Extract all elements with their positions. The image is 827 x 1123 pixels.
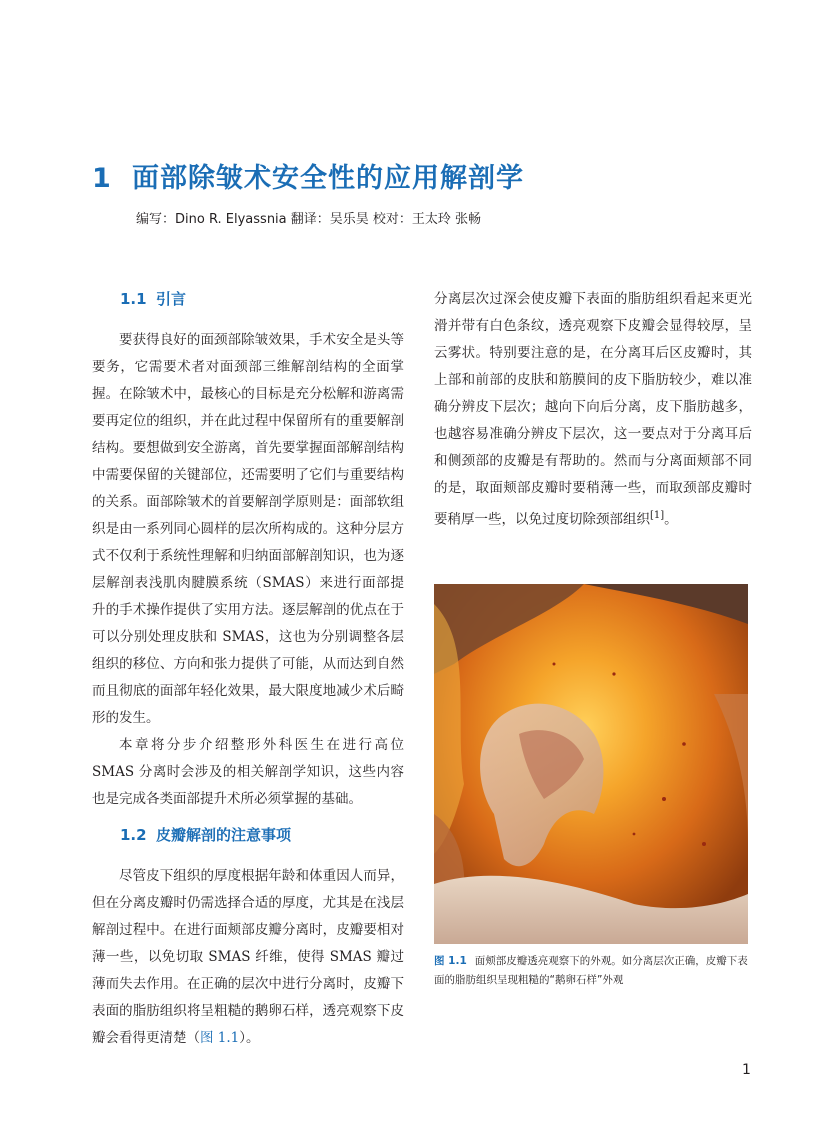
figure-reference-link[interactable]: 图 1.1 [200,1030,240,1046]
figure-photo [434,584,748,944]
body-paragraph [92,863,404,1052]
section-flap [92,824,404,1052]
figure-caption-text: 面颊部皮瓣透亮观察下的外观。如分离层次正确，皮瓣下表面的脂肪组织呈现粗糙的“鹅卵石样”外观 [434,955,748,986]
section-number: 1.1 [120,290,147,308]
chapter-number: 1 [92,163,112,194]
citation-reference[interactable]: [1] [650,510,665,521]
surgical-photo-illustration [434,584,748,944]
body-paragraph: 本章将分步介绍整形外科医生在进行高位 SMAS 分离时会涉及的相关解剖学知识，这些内容也是完成各类面部提升术所必须掌握的基础。 [92,737,404,807]
figure-label: 图 1.1 [434,955,467,967]
body-text: 尽管皮下组织的厚度根据年龄和体重因人而异，但在分离皮瓣时仍需选择合适的厚度，尤其是在浅层解剖过程中。在进行面颊部皮瓣分离时，皮瓣要相对薄一些，以免切取 SMAS 纤维，使得 SMAS 瓣过薄而失去作用。在正确的层次中进行分离时，皮瓣下表面的脂肪组织将呈粗糙的鹅卵石样，透亮观察下皮瓣会看得更清楚（ [92,868,404,1046]
chapter-title [92,156,524,195]
body-paragraph: 要获得良好的面颈部除皱效果，手术安全是头等要务，它需要术者对面颈部三维解剖结构的全面掌握。在除皱术中，最核心的目标是充分松解和游离需要再定位的组织，并在此过程中保留所有的重要解剖结构。要想做到安全游离，首先要掌握面部解剖结构中需要保留的关键部位，还需要明了它们与重要结构的关系。面部除皱术的首要解剖学原则是：面部软组织是由一系列同心圆样的层次所构成的。这种分层方式不仅利于系统性理解和归纳面部解剖知识，也为逐层解剖表浅肌肉腱膜系统（SMAS）来进行面部提升的手术操作提供了实用方法。逐层解剖的优点在于可以分别处理皮肤和 SMAS，这也为分别调整各层组织的移位、方向和张力提供了可能，从而达到自然而且彻底的面部年轻化效果，最大限度地减少术后畸形的发生。 [92,332,404,726]
section-title: 皮瓣解剖的注意事项 [156,826,292,844]
end-mark: 。 [664,511,678,528]
page-number: 1 [742,1062,751,1078]
body-text: 分离层次过深会使皮瓣下表面的脂肪组织看起来更光滑并带有白色条纹，透亮观察下皮瓣会显得较厚，呈云雾状。特别要注意的是，在分离耳后区皮瓣时，其上部和前部的皮肤和筋膜间的皮下脂肪较少，难以准确分辨皮下层次；越向下向后分离，皮下脂肪越多，也越容易准确分辨皮下层次，这一要点对于分离耳后和侧颈部的皮瓣是有帮助的。然而与分离面颊部不同的是，取面颊部皮瓣时要稍薄一些，而取颈部皮瓣时要稍厚一些，以免过度切除颈部组织 [434,291,752,528]
body-paragraph [434,286,752,534]
section-title: 引言 [156,290,187,308]
figure-caption [434,952,752,990]
chapter-credits: 编写：Dino R. Elyassnia 翻译：吴乐昊 校对：王太玲 张畅 [136,212,482,227]
section-intro [92,288,404,813]
section-heading [92,824,404,845]
close-paren: ）。 [239,1030,260,1046]
section-number: 1.2 [120,826,147,844]
chapter-title-text: 面部除皱术安全性的应用解剖学 [132,163,524,194]
section-heading [92,288,404,309]
section-flap-continued [434,286,752,534]
